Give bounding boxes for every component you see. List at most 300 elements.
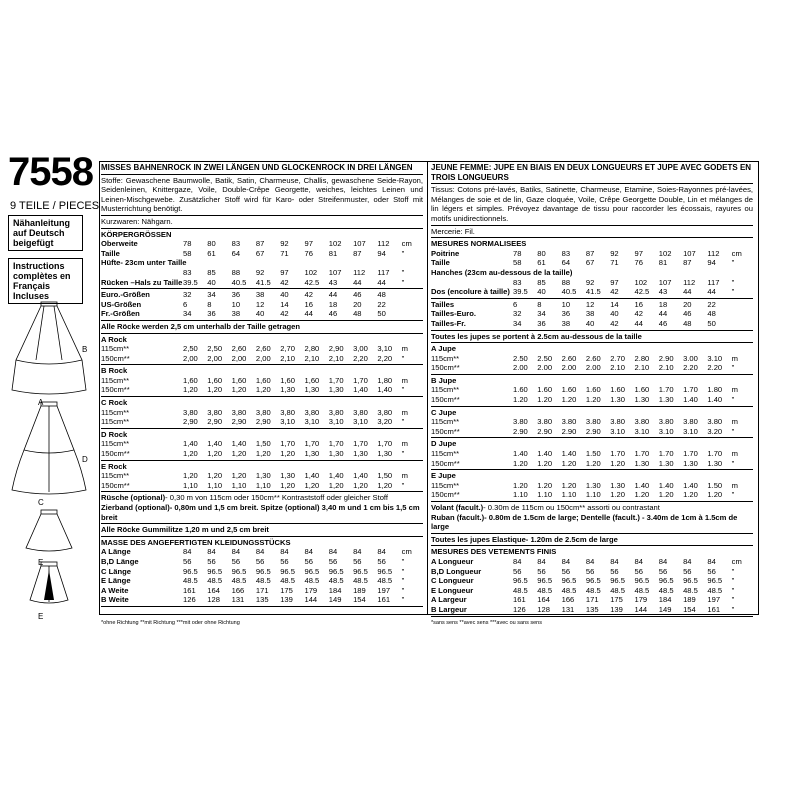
cell-value: 96.5 <box>585 576 601 586</box>
cell-value: 3,80 <box>353 407 368 417</box>
section-rule <box>431 298 753 299</box>
cell-value: 12 <box>585 299 595 309</box>
cell-value: 171 <box>585 595 599 605</box>
cell-value: 44 <box>304 309 313 319</box>
cell-unit: cm <box>731 248 742 258</box>
cell-value: 128 <box>537 604 550 614</box>
cell-value: 48.5 <box>183 576 198 586</box>
view-name: B Rock <box>101 366 128 376</box>
cell-value: 2.90 <box>513 426 528 436</box>
cell-value: 6 <box>513 299 518 309</box>
cell-value: 84 <box>231 547 241 557</box>
cell-value: 87 <box>585 248 595 258</box>
cell-value: 1.50 <box>707 480 723 490</box>
cell-value: 2,00 <box>207 353 223 363</box>
ruffle-label: Volant (facult.) <box>431 503 484 512</box>
cell-value: 42 <box>634 309 643 319</box>
cell-value: 41.5 <box>255 277 271 287</box>
cell-value: 3.80 <box>513 417 528 427</box>
cell-value: 1.30 <box>658 458 674 468</box>
cell-value: 48.5 <box>377 576 393 586</box>
cell-value: 96.5 <box>304 566 320 576</box>
view-label-d: D <box>82 455 88 464</box>
section-rule <box>431 330 753 331</box>
cell-value: 10 <box>561 299 571 309</box>
cell-value: 6 <box>183 299 188 309</box>
cell-value: 112 <box>683 277 696 287</box>
cell-value: 3.10 <box>634 426 650 436</box>
cell-value: 2.50 <box>537 353 553 363</box>
cell-value: 1,10 <box>207 480 223 490</box>
row-label: 115cm** <box>101 375 130 385</box>
cell-value: 76 <box>304 248 313 258</box>
row-label: Hüfte- 23cm unter Taille <box>101 258 187 268</box>
row-label: C Longueur <box>431 576 474 586</box>
cell-value: 2.50 <box>513 353 528 363</box>
table-row <box>431 268 753 278</box>
cell-value: 1,20 <box>231 449 247 459</box>
view-label-c: C <box>38 498 44 507</box>
cell-value: 2.80 <box>634 353 650 363</box>
cell-unit: " <box>401 585 405 595</box>
cell-value: 14 <box>280 299 289 309</box>
cell-value: 22 <box>707 299 716 309</box>
cell-value: 48 <box>353 309 362 319</box>
cell-value: 34 <box>183 309 192 319</box>
cell-value: 1.20 <box>585 458 601 468</box>
cell-value: 40.5 <box>231 277 247 287</box>
cell-value: 1.10 <box>561 490 577 500</box>
cell-value: 161 <box>377 595 391 605</box>
cell-value: 154 <box>353 595 366 605</box>
cell-value: 10 <box>231 299 241 309</box>
cell-value: 84 <box>634 556 643 566</box>
cell-value: 36 <box>231 290 241 300</box>
cell-value: 1.10 <box>513 490 528 500</box>
cell-unit: " <box>401 449 405 459</box>
cell-value: 3,10 <box>328 417 344 427</box>
cell-value: 3,10 <box>280 417 295 427</box>
cell-value: 2.00 <box>537 363 553 373</box>
cell-value: 46 <box>353 290 362 300</box>
fabrics-text: Stoffe: Gewaschene Baumwolle, Batik, Satin, Charmeuse, Challis, gewaschene Seide-Rayon, Seidenleinen, Knittergaze, Voile, Double-Crêpe Georgette, weiches, leichtes Leinen und Leinen-Mischgewebe. Zusätzlicher Stoff wird für Karo- oder Streifenmuster, oder Stoff mit Musterrichtung benötigt. <box>101 175 423 214</box>
row-label: 150cm** <box>431 490 460 500</box>
cell-value: 94 <box>707 258 716 268</box>
cell-value: 1.30 <box>634 458 650 468</box>
cell-value: 1,60 <box>207 375 223 385</box>
cell-value: 87 <box>353 248 362 258</box>
cell-value: 42 <box>610 287 619 297</box>
cell-value: 1,30 <box>328 449 344 459</box>
cell-unit: m <box>401 375 408 385</box>
cell-value: 40 <box>207 277 216 287</box>
cell-value: 32 <box>183 290 192 300</box>
cell-value: 83 <box>513 277 522 287</box>
section-rule <box>431 225 753 226</box>
body-measurements-heading: MESURES NORMALISEES <box>431 239 527 249</box>
cell-value: 56 <box>513 566 522 576</box>
cell-value: 1,70 <box>353 375 368 385</box>
cell-value: 36 <box>561 309 571 319</box>
cell-unit: m <box>731 449 738 459</box>
skirt-view-c-drawing <box>12 402 86 494</box>
table-row <box>431 567 753 577</box>
cell-value: 1.20 <box>658 490 674 500</box>
row-label: Oberweite <box>101 239 138 249</box>
skirt-view-e-drawing <box>26 510 72 551</box>
table-row <box>101 268 423 278</box>
cell-value: 56 <box>304 556 313 566</box>
row-label: 115cm** <box>431 353 460 363</box>
cell-value: 179 <box>304 585 318 595</box>
ruffle-line <box>431 503 753 513</box>
cell-value: 102 <box>304 267 318 277</box>
cell-value: 36 <box>207 309 216 319</box>
cell-value: 3.10 <box>683 426 698 436</box>
row-label: Dos (encolure à taille) <box>431 287 510 297</box>
cell-value: 1.40 <box>683 395 698 405</box>
cell-value: 1.60 <box>634 385 650 395</box>
cell-value: 1,70 <box>280 439 295 449</box>
cell-value: 83 <box>231 239 241 249</box>
view-label-e-alt: E <box>38 612 44 621</box>
cell-value: 88 <box>231 267 241 277</box>
cell-value: 1.10 <box>537 490 553 500</box>
cell-unit: m <box>401 407 408 417</box>
cell-value: 1,70 <box>377 439 393 449</box>
row-label: E Länge <box>101 576 131 586</box>
table-row <box>431 319 753 329</box>
finished-heading: MASSE DES ANGEFERTIGTEN KLEIDUNGSSTÜCKS <box>101 537 291 547</box>
cell-value: 80 <box>207 239 216 249</box>
cell-value: 34 <box>207 290 216 300</box>
cell-unit: " <box>731 395 735 405</box>
table-row <box>431 287 753 297</box>
cell-value: 80 <box>537 248 546 258</box>
section-rule <box>431 183 753 184</box>
cell-value: 1,10 <box>183 480 198 490</box>
view-name: B Jupe <box>431 375 457 385</box>
cell-value: 56 <box>280 556 289 566</box>
cell-value: 48.5 <box>513 585 528 595</box>
cell-value: 48.5 <box>634 585 650 595</box>
cell-value: 128 <box>207 595 220 605</box>
cell-value: 96.5 <box>328 566 344 576</box>
cell-value: 96.5 <box>255 566 271 576</box>
cell-value: 3,20 <box>377 417 393 427</box>
cell-value: 1,20 <box>183 471 198 481</box>
cell-value: 58 <box>183 248 192 258</box>
cell-value: 2,10 <box>280 353 295 363</box>
cell-value: 1.40 <box>707 395 723 405</box>
cell-value: 1.20 <box>707 490 723 500</box>
cell-value: 139 <box>610 604 623 614</box>
cell-value: 2,70 <box>280 344 295 354</box>
cell-value: 135 <box>255 595 269 605</box>
cell-value: 1,20 <box>255 449 271 459</box>
cell-value: 1.20 <box>513 480 528 490</box>
cell-value: 94 <box>377 248 386 258</box>
cell-value: 1.30 <box>610 395 625 405</box>
cell-value: 1.40 <box>683 480 698 490</box>
cell-value: 84 <box>707 556 716 566</box>
cell-value: 40 <box>610 309 619 319</box>
cell-value: 3.00 <box>683 353 698 363</box>
cell-unit: " <box>401 566 405 576</box>
cell-value: 96.5 <box>353 566 368 576</box>
cell-value: 96.5 <box>707 576 723 586</box>
table-row <box>101 439 423 449</box>
row-label: 150cm** <box>431 426 460 436</box>
table-row <box>101 547 423 557</box>
cell-value: 81 <box>658 258 668 268</box>
cell-value: 179 <box>634 595 648 605</box>
cell-value: 76 <box>634 258 643 268</box>
row-label: 115cm** <box>101 344 130 354</box>
cell-value: 175 <box>610 595 623 605</box>
cell-value: 56 <box>231 556 241 566</box>
row-label: Rücken –Hals zu Taille <box>101 277 183 287</box>
table-row <box>101 576 423 586</box>
cell-unit: m <box>401 471 408 481</box>
cell-value: 3.10 <box>610 426 625 436</box>
cell-value: 38 <box>231 309 241 319</box>
row-label: 115cm** <box>101 407 130 417</box>
section-rule <box>431 616 753 617</box>
trim-line: Ruban (facult.)- 0.80m de 1.5cm de large; Dentelle (facult.) - 3.40m de 1cm à 1.5cm de large <box>431 512 738 532</box>
cell-value: 1,30 <box>280 471 295 481</box>
cell-value: 1.70 <box>658 449 674 459</box>
cell-value: 40 <box>537 287 546 297</box>
section-rule <box>101 288 423 289</box>
cell-value: 3.10 <box>658 426 674 436</box>
cell-value: 34 <box>513 318 522 328</box>
cell-value: 40 <box>585 318 595 328</box>
cell-value: 96.5 <box>513 576 528 586</box>
cell-value: 1,50 <box>255 439 271 449</box>
cell-value: 48.5 <box>328 576 344 586</box>
table-row <box>431 586 753 596</box>
cell-value: 3.80 <box>658 417 674 427</box>
table-row <box>431 481 753 491</box>
cell-value: 2.90 <box>561 426 577 436</box>
cell-value: 1,20 <box>255 385 271 395</box>
cell-value: 107 <box>353 239 366 249</box>
section-title: MISSES BAHNENROCK IN ZWEI LÄNGEN UND GLOCKENROCK IN DREI LÄNGEN <box>101 163 413 172</box>
section-rule <box>101 396 423 397</box>
cell-value: 3,00 <box>353 344 368 354</box>
cell-unit: m <box>731 480 738 490</box>
cell-value: 1.60 <box>513 385 528 395</box>
cell-value: 1,70 <box>328 375 344 385</box>
cell-value: 2,10 <box>304 353 320 363</box>
ruffle-text: - 0.30m de 115cm ou 150cm** assorti ou contrastant <box>483 503 660 512</box>
cell-value: 58 <box>513 258 522 268</box>
cell-value: 3.80 <box>683 417 698 427</box>
cell-value: 96.5 <box>634 576 650 586</box>
cell-value: 161 <box>183 585 196 595</box>
cell-value: 1,50 <box>377 471 393 481</box>
cell-value: 1.40 <box>634 480 650 490</box>
cell-value: 96.5 <box>183 566 198 576</box>
cell-value: 1,60 <box>304 375 320 385</box>
table-row <box>431 300 753 310</box>
cell-value: 2,50 <box>207 344 223 354</box>
cell-value: 1,60 <box>255 375 271 385</box>
cell-value: 1,20 <box>207 385 223 395</box>
cell-value: 107 <box>683 248 696 258</box>
cell-unit: " <box>401 417 405 427</box>
cell-unit: " <box>731 258 735 268</box>
table-row <box>431 249 753 259</box>
cell-value: 1.20 <box>561 458 577 468</box>
table-row <box>431 258 753 268</box>
cell-value: 1,20 <box>328 480 344 490</box>
cell-value: 1.50 <box>585 449 601 459</box>
cell-value: 1.20 <box>561 480 577 490</box>
row-label: A Longueur <box>431 556 474 566</box>
cell-value: 2.10 <box>634 363 650 373</box>
row-label: 115cm** <box>101 439 130 449</box>
cell-value: 3,80 <box>328 407 344 417</box>
cell-value: 1,20 <box>231 385 247 395</box>
cell-unit: " <box>731 490 735 500</box>
cell-value: 46 <box>683 309 692 319</box>
ruffle-text: - 0,30 m von 115cm oder 150cm** Kontraststoff oder gleicher Stoff <box>165 493 388 503</box>
cell-value: 44 <box>353 277 362 287</box>
cell-value: 18 <box>328 299 338 309</box>
cell-value: 20 <box>353 299 362 309</box>
cell-value: 67 <box>255 248 265 258</box>
cell-value: 18 <box>658 299 668 309</box>
cell-unit: " <box>731 595 735 605</box>
cell-value: 2.90 <box>585 426 601 436</box>
cell-value: 42.5 <box>304 277 320 287</box>
cell-value: 2.10 <box>610 363 625 373</box>
view-name: D Rock <box>101 429 128 439</box>
cell-value: 48.5 <box>231 576 247 586</box>
cell-value: 38 <box>561 318 571 328</box>
cell-value: 1.70 <box>658 385 674 395</box>
cell-value: 139 <box>280 595 293 605</box>
row-label: E Longueur <box>431 585 474 595</box>
cell-value: 1.30 <box>610 480 625 490</box>
cell-unit: " <box>401 595 405 605</box>
german-column <box>101 163 423 608</box>
cell-value: 1.20 <box>537 395 553 405</box>
row-label: 150cm** <box>431 395 460 405</box>
cell-value: 48.5 <box>255 576 271 586</box>
section-rule <box>101 491 423 492</box>
cell-value: 161 <box>707 604 721 614</box>
row-label: A Weite <box>101 585 129 595</box>
cell-value: 3,10 <box>377 344 393 354</box>
cell-value: 1,40 <box>353 385 368 395</box>
cell-value: 14 <box>610 299 619 309</box>
cell-value: 154 <box>683 604 696 614</box>
cell-value: 84 <box>561 556 571 566</box>
cell-value: 36 <box>537 318 546 328</box>
cell-value: 84 <box>353 547 362 557</box>
cell-value: 20 <box>683 299 692 309</box>
row-label <box>101 268 183 278</box>
row-label: Euro.-Größen <box>101 290 150 300</box>
row-label: Fr.-Größen <box>101 309 140 319</box>
cell-value: 84 <box>255 547 265 557</box>
cell-value: 40 <box>280 290 289 300</box>
cell-value: 67 <box>585 258 595 268</box>
cell-value: 12 <box>255 299 265 309</box>
cell-value: 83 <box>561 248 571 258</box>
cell-value: 46 <box>658 318 668 328</box>
table-row <box>101 586 423 596</box>
row-label: B,D Länge <box>101 556 139 566</box>
cell-unit: " <box>731 576 735 586</box>
cell-unit: " <box>731 585 735 595</box>
cell-value: 1.20 <box>683 490 698 500</box>
cell-value: 38 <box>585 309 595 319</box>
cell-value: 2,20 <box>377 353 393 363</box>
section-rule <box>431 406 753 407</box>
cell-unit: " <box>731 287 735 297</box>
table-row <box>101 449 423 459</box>
cell-value: 1,10 <box>255 480 271 490</box>
table-row <box>431 427 753 437</box>
view-name: A Jupe <box>431 344 457 354</box>
cell-value: 131 <box>231 595 245 605</box>
worn-note: Alle Röcke werden 2,5 cm unterhalb der Taille getragen <box>101 321 301 331</box>
cell-value: 1,80 <box>377 375 393 385</box>
row-label: 150cm** <box>431 363 460 373</box>
cell-value: 3.20 <box>707 426 723 436</box>
cell-value: 2.00 <box>561 363 577 373</box>
cell-unit: m <box>401 439 408 449</box>
cell-value: 87 <box>255 239 265 249</box>
view-label-a: A <box>38 398 44 407</box>
section-rule <box>101 460 423 461</box>
cell-value: 61 <box>537 258 546 268</box>
table-row <box>431 385 753 395</box>
cell-value: 56 <box>585 566 595 576</box>
cell-value: 107 <box>658 277 672 287</box>
cell-value: 41.5 <box>585 287 601 297</box>
row-label: 115cm** <box>101 417 130 427</box>
notions-text: Mercerie: Fil. <box>431 226 475 236</box>
cell-value: 8 <box>207 299 212 309</box>
table-row <box>101 278 423 288</box>
cell-value: 1.20 <box>537 480 553 490</box>
elastic-line: Alle Röcke Gummilitze 1,20 m und 2,5 cm breit <box>101 525 269 535</box>
cell-value: 1,40 <box>207 439 223 449</box>
cell-value: 48.5 <box>585 585 601 595</box>
cell-value: 184 <box>328 585 342 595</box>
table-row <box>101 417 423 427</box>
cell-value: 1,30 <box>377 449 393 459</box>
cell-value: 1,10 <box>231 480 247 490</box>
cell-unit: m <box>401 344 408 354</box>
cell-value: 84 <box>610 556 619 566</box>
cell-value: 126 <box>513 604 526 614</box>
cell-value: 48.5 <box>561 585 577 595</box>
cell-value: 112 <box>353 267 366 277</box>
cell-value: 2,50 <box>183 344 198 354</box>
cell-value: 38 <box>255 290 265 300</box>
cell-value: 64 <box>231 248 241 258</box>
center-divider <box>427 161 428 614</box>
cell-value: 1.70 <box>634 449 650 459</box>
cell-value: 84 <box>513 556 522 566</box>
row-label: 115cm** <box>431 385 460 395</box>
